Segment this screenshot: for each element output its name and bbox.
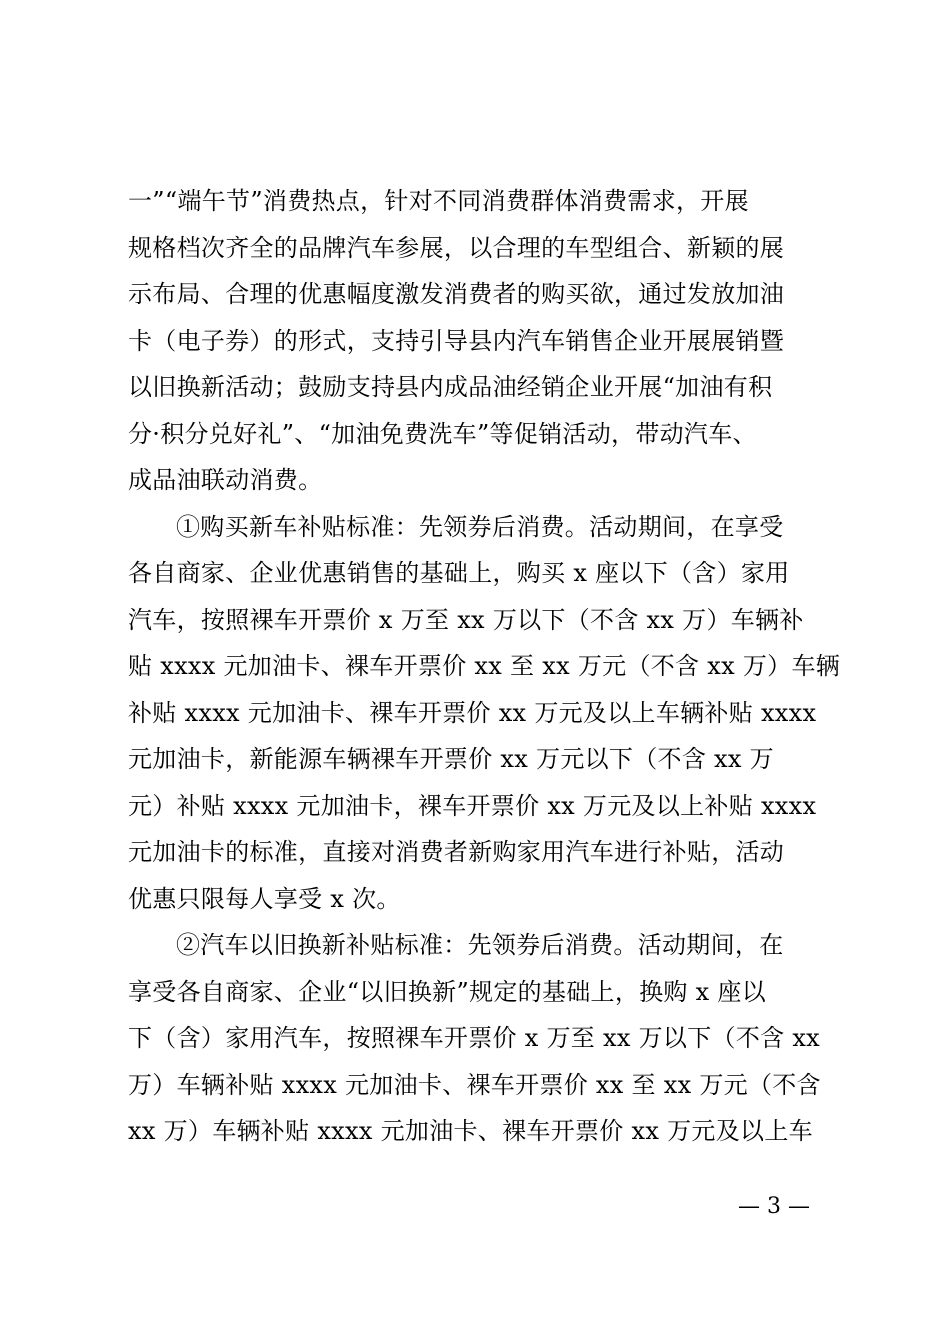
paragraph-2-line-1: ①购买新车补贴标准：先领券后消费。活动期间，在享受 bbox=[176, 513, 784, 541]
paragraph-2-line-9: 优惠只限每人享受 x 次。 bbox=[128, 885, 401, 913]
paragraph-3-line-3: 下（含）家用汽车，按照裸车开票价 x 万至 xx 万以下（不含 xx bbox=[128, 1024, 821, 1052]
paragraph-3-line-2: 享受各自商家、企业“以旧换新”规定的基础上，换购 x 座以 bbox=[128, 978, 767, 1006]
paragraph-1-line-2: 规格档次齐全的品牌汽车参展，以合理的车型组合、新颖的展 bbox=[128, 234, 785, 262]
paragraph-1-line-1: 一”“端午节”消费热点，针对不同消费群体消费需求，开展 bbox=[128, 187, 749, 215]
page-number: — 3 — bbox=[738, 1194, 810, 1219]
paragraph-2-line-5: 补贴 xxxx 元加油卡、裸车开票价 xx 万元及以上车辆补贴 xxxx bbox=[128, 699, 817, 727]
paragraph-1-line-5: 以旧换新活动；鼓励支持县内成品油经销企业开展“加油有积 bbox=[128, 373, 773, 401]
paragraph-2-line-7: 元）补贴 xxxx 元加油卡，裸车开票价 xx 万元及以上补贴 xxxx bbox=[128, 792, 817, 820]
paragraph-3-line-4: 万）车辆补贴 xxxx 元加油卡、裸车开票价 xx 至 xx 万元（不含 bbox=[128, 1071, 821, 1099]
paragraph-1-line-4: 卡（电子券）的形式，支持引导县内汽车销售企业开展展销暨 bbox=[128, 327, 785, 355]
paragraph-1-line-3: 示布局、合理的优惠幅度激发消费者的购买欲，通过发放加油 bbox=[128, 280, 785, 308]
paragraph-2-line-8: 元加油卡的标准，直接对消费者新购家用汽车进行补贴，活动 bbox=[128, 838, 785, 866]
paragraph-2-line-2: 各自商家、企业优惠销售的基础上，购买 x 座以下（含）家用 bbox=[128, 559, 790, 587]
paragraph-2-line-3: 汽车，按照裸车开票价 x 万至 xx 万以下（不含 xx 万）车辆补 bbox=[128, 606, 804, 634]
paragraph-2-line-6: 元加油卡，新能源车辆裸车开票价 xx 万元以下（不含 xx 万 bbox=[128, 745, 774, 773]
paragraph-2-line-4: 贴 xxxx 元加油卡、裸车开票价 xx 至 xx 万元（不含 xx 万）车辆 bbox=[128, 652, 841, 680]
paragraph-1-line-7: 成品油联动消费。 bbox=[128, 466, 323, 494]
paragraph-1-line-6: 分·积分兑好礼”、“加油免费洗车”等促销活动，带动汽车、 bbox=[128, 420, 757, 448]
paragraph-3-line-1: ②汽车以旧换新补贴标准：先领券后消费。活动期间，在 bbox=[176, 931, 784, 959]
paragraph-3-line-5: xx 万）车辆补贴 xxxx 元加油卡、裸车开票价 xx 万元及以上车 bbox=[128, 1117, 813, 1145]
